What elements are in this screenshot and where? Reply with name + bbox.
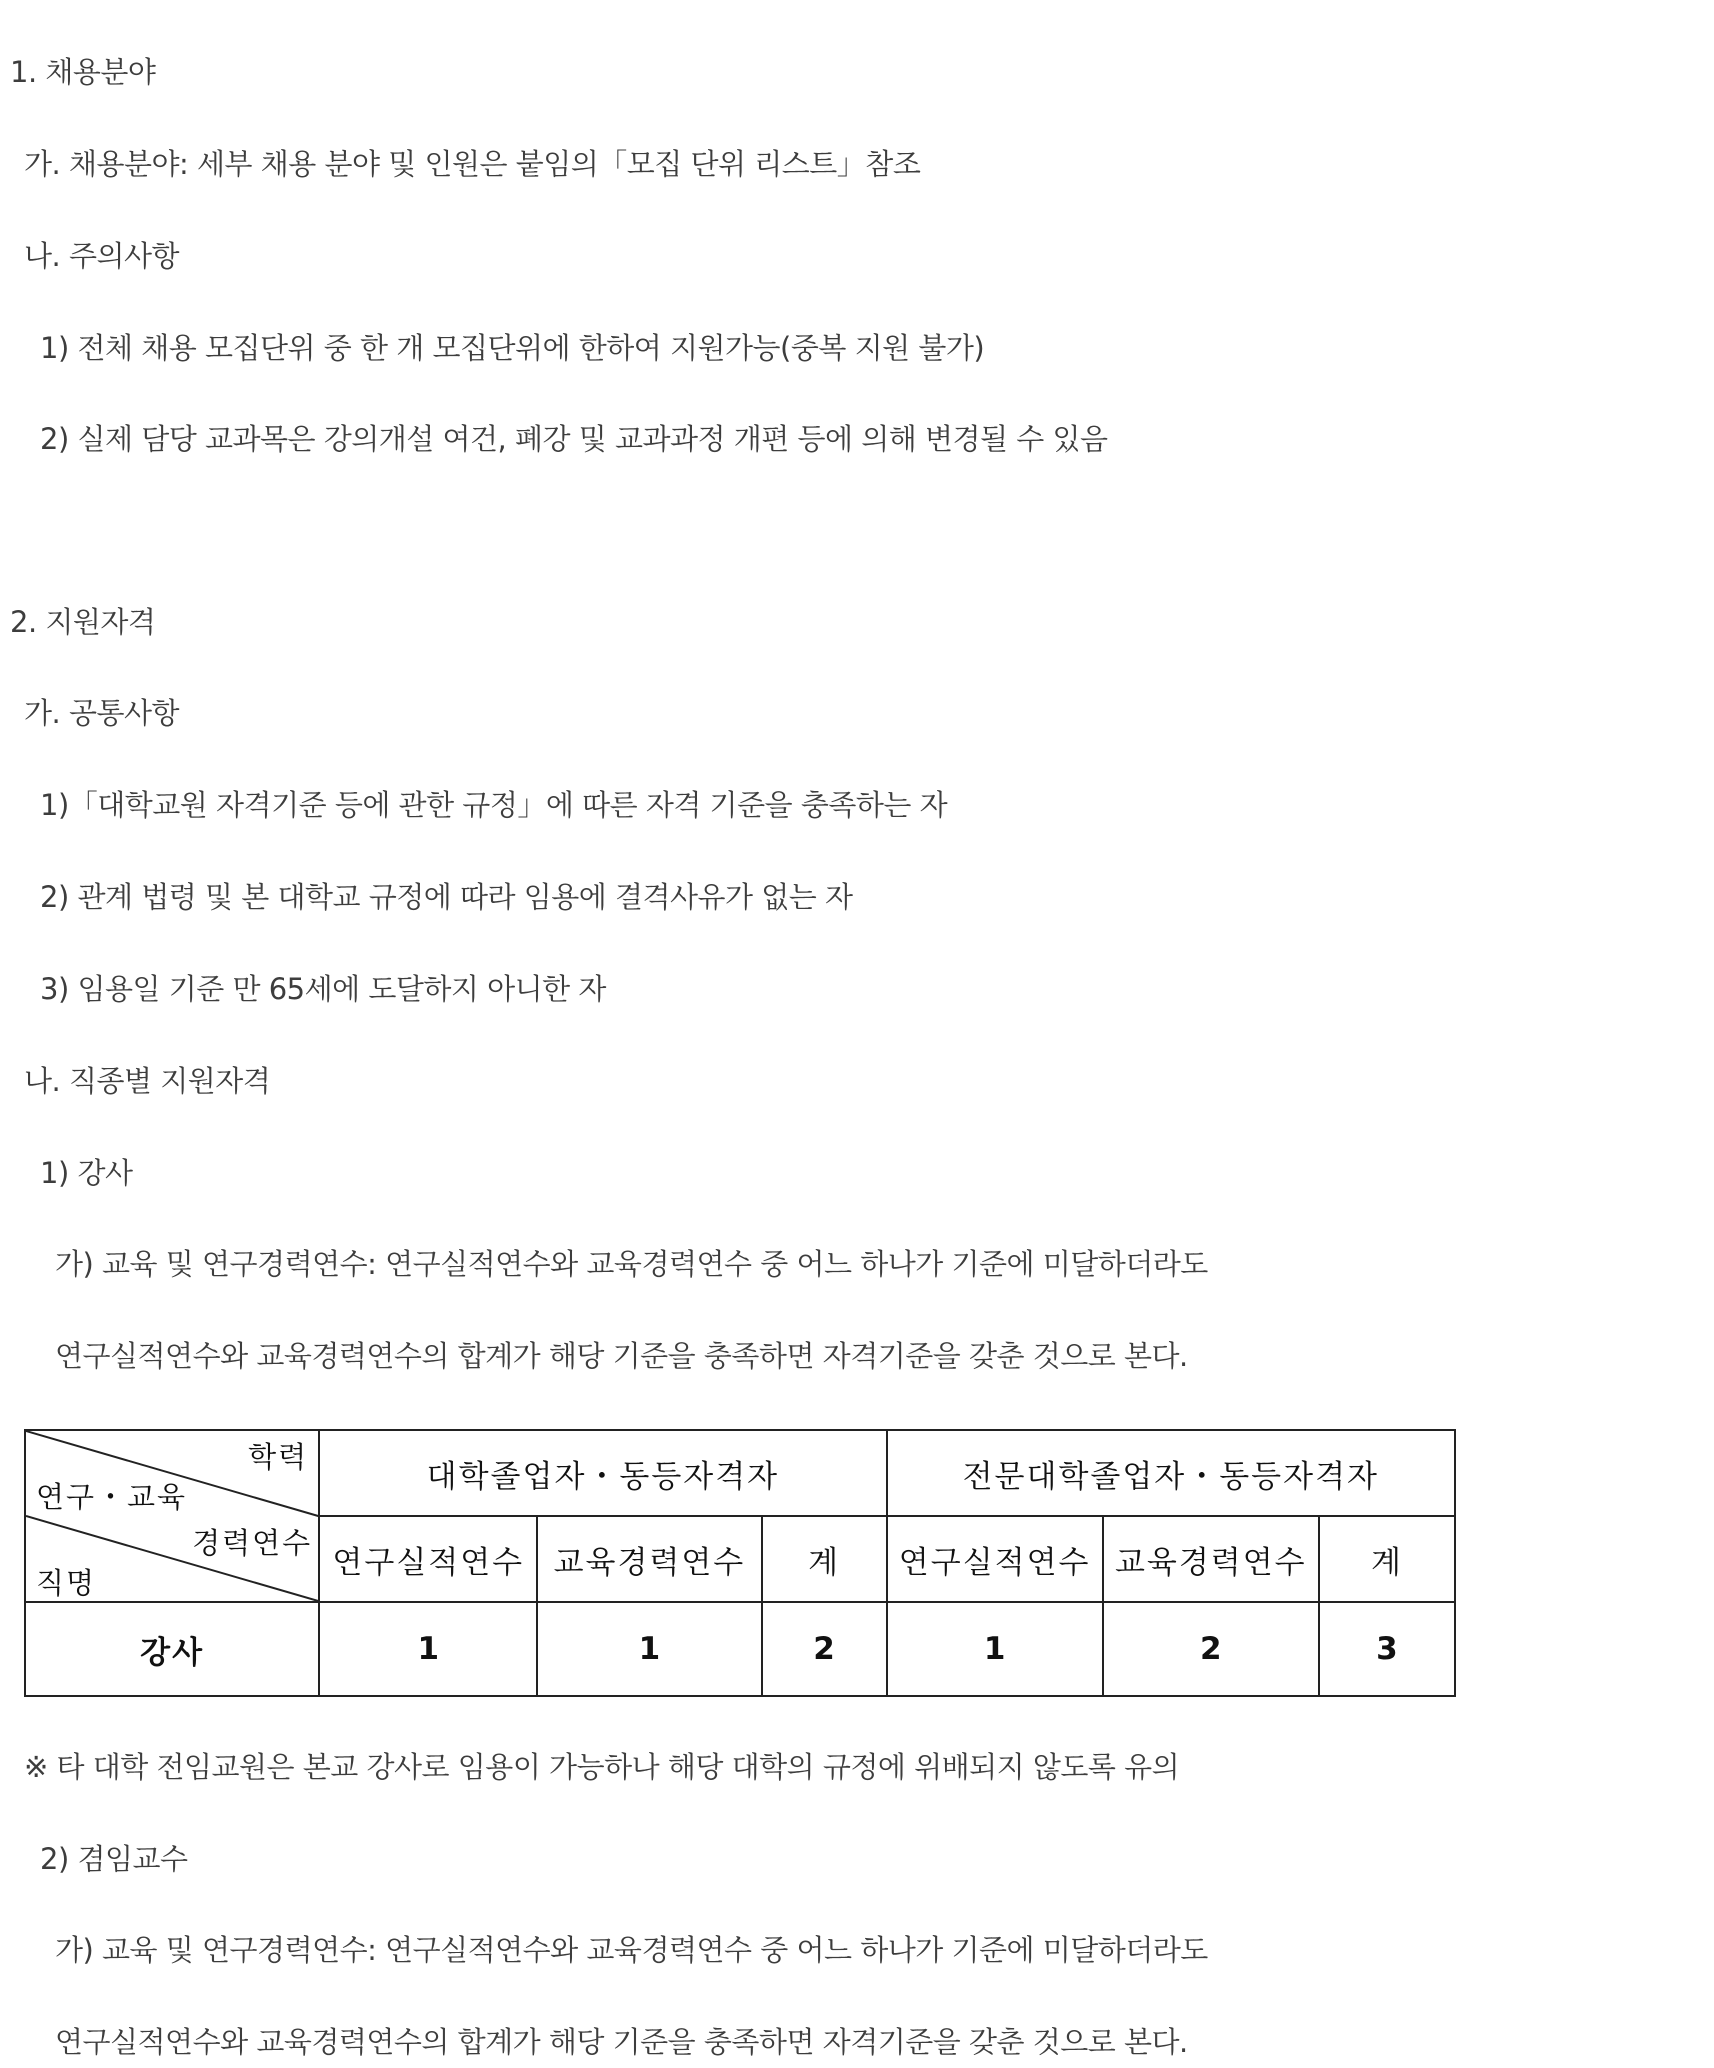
diagonal-header-cell [25, 1430, 319, 1602]
section1-item-ga: 가. 채용분야: 세부 채용 분야 및 인원은 붙임의「모집 단위 리스트」참조 [24, 147, 921, 181]
subheader-research-years-1: 연구실적연수 [319, 1516, 537, 1602]
cell-g1-research: 1 [319, 1602, 537, 1696]
diag-education-label: 학력 [248, 1440, 309, 1474]
diag-research-teaching-label: 연구・교육 [36, 1480, 188, 1514]
row-label-lecturer: 강사 [25, 1602, 319, 1696]
cell-g2-total: 3 [1319, 1602, 1455, 1696]
diag-position-label: 직명 [36, 1566, 97, 1600]
cell-g1-total: 2 [762, 1602, 887, 1696]
table-row [25, 1602, 1455, 1696]
section1-item-na: 나. 주의사항 [24, 239, 180, 273]
common-requirement-1: 1)「대학교원 자격기준 등에 관한 규정」에 따른 자격 기준을 충족하는 자 [40, 788, 948, 822]
common-requirement-2: 2) 관계 법령 및 본 대학교 규정에 따라 임용에 결격사유가 없는 자 [40, 880, 853, 914]
adjunct-label: 2) 겸임교수 [40, 1842, 188, 1876]
subheader-research-years-2: 연구실적연수 [887, 1516, 1103, 1602]
section2-heading: 2. 지원자격 [10, 605, 156, 639]
adjunct-desc-1: 가) 교육 및 연구경력연수: 연구실적연수와 교육경력연수 중 어느 하나가 기준에 미달하더라도 [55, 1933, 1208, 1967]
section2-item-ga: 가. 공통사항 [24, 696, 180, 730]
subheader-total-2: 계 [1319, 1516, 1455, 1602]
qualification-table [24, 1429, 1456, 1697]
table-note: ※ 타 대학 전임교원은 본교 강사로 임용이 가능하나 해당 대학의 규정에 위배되지 않도록 유의 [24, 1750, 1180, 1784]
cell-g2-research: 1 [887, 1602, 1103, 1696]
subheader-teaching-years-2: 교육경력연수 [1103, 1516, 1319, 1602]
lecturer-desc-2: 연구실적연수와 교육경력연수의 합계가 해당 기준을 충족하면 자격기준을 갖춘 것으로 본다. [55, 1339, 1188, 1373]
subheader-total-1: 계 [762, 1516, 887, 1602]
adjunct-desc-2: 연구실적연수와 교육경력연수의 합계가 해당 기준을 충족하면 자격기준을 갖춘 것으로 본다. [55, 2025, 1188, 2059]
section1-note-2: 2) 실제 담당 교과목은 강의개설 여건, 폐강 및 교과과정 개편 등에 의해 변경될 수 있음 [40, 422, 1108, 456]
group-header-university: 대학졸업자・동등자격자 [319, 1430, 886, 1516]
common-requirement-3: 3) 임용일 기준 만 65세에 도달하지 아니한 자 [40, 972, 606, 1006]
group-header-college: 전문대학졸업자・동등자격자 [887, 1430, 1455, 1516]
section1-note-1: 1) 전체 채용 모집단위 중 한 개 모집단위에 한하여 지원가능(중복 지원 불가) [40, 331, 985, 365]
section1-heading: 1. 채용분야 [10, 55, 156, 89]
section2-item-na: 나. 직종별 지원자격 [24, 1064, 271, 1098]
lecturer-desc-1: 가) 교육 및 연구경력연수: 연구실적연수와 교육경력연수 중 어느 하나가 기준에 미달하더라도 [55, 1247, 1208, 1281]
diag-career-years-label: 경력연수 [192, 1526, 313, 1560]
lecturer-label: 1) 강사 [40, 1156, 133, 1190]
subheader-teaching-years-1: 교육경력연수 [537, 1516, 761, 1602]
cell-g2-teaching: 2 [1103, 1602, 1319, 1696]
cell-g1-teaching: 1 [537, 1602, 761, 1696]
